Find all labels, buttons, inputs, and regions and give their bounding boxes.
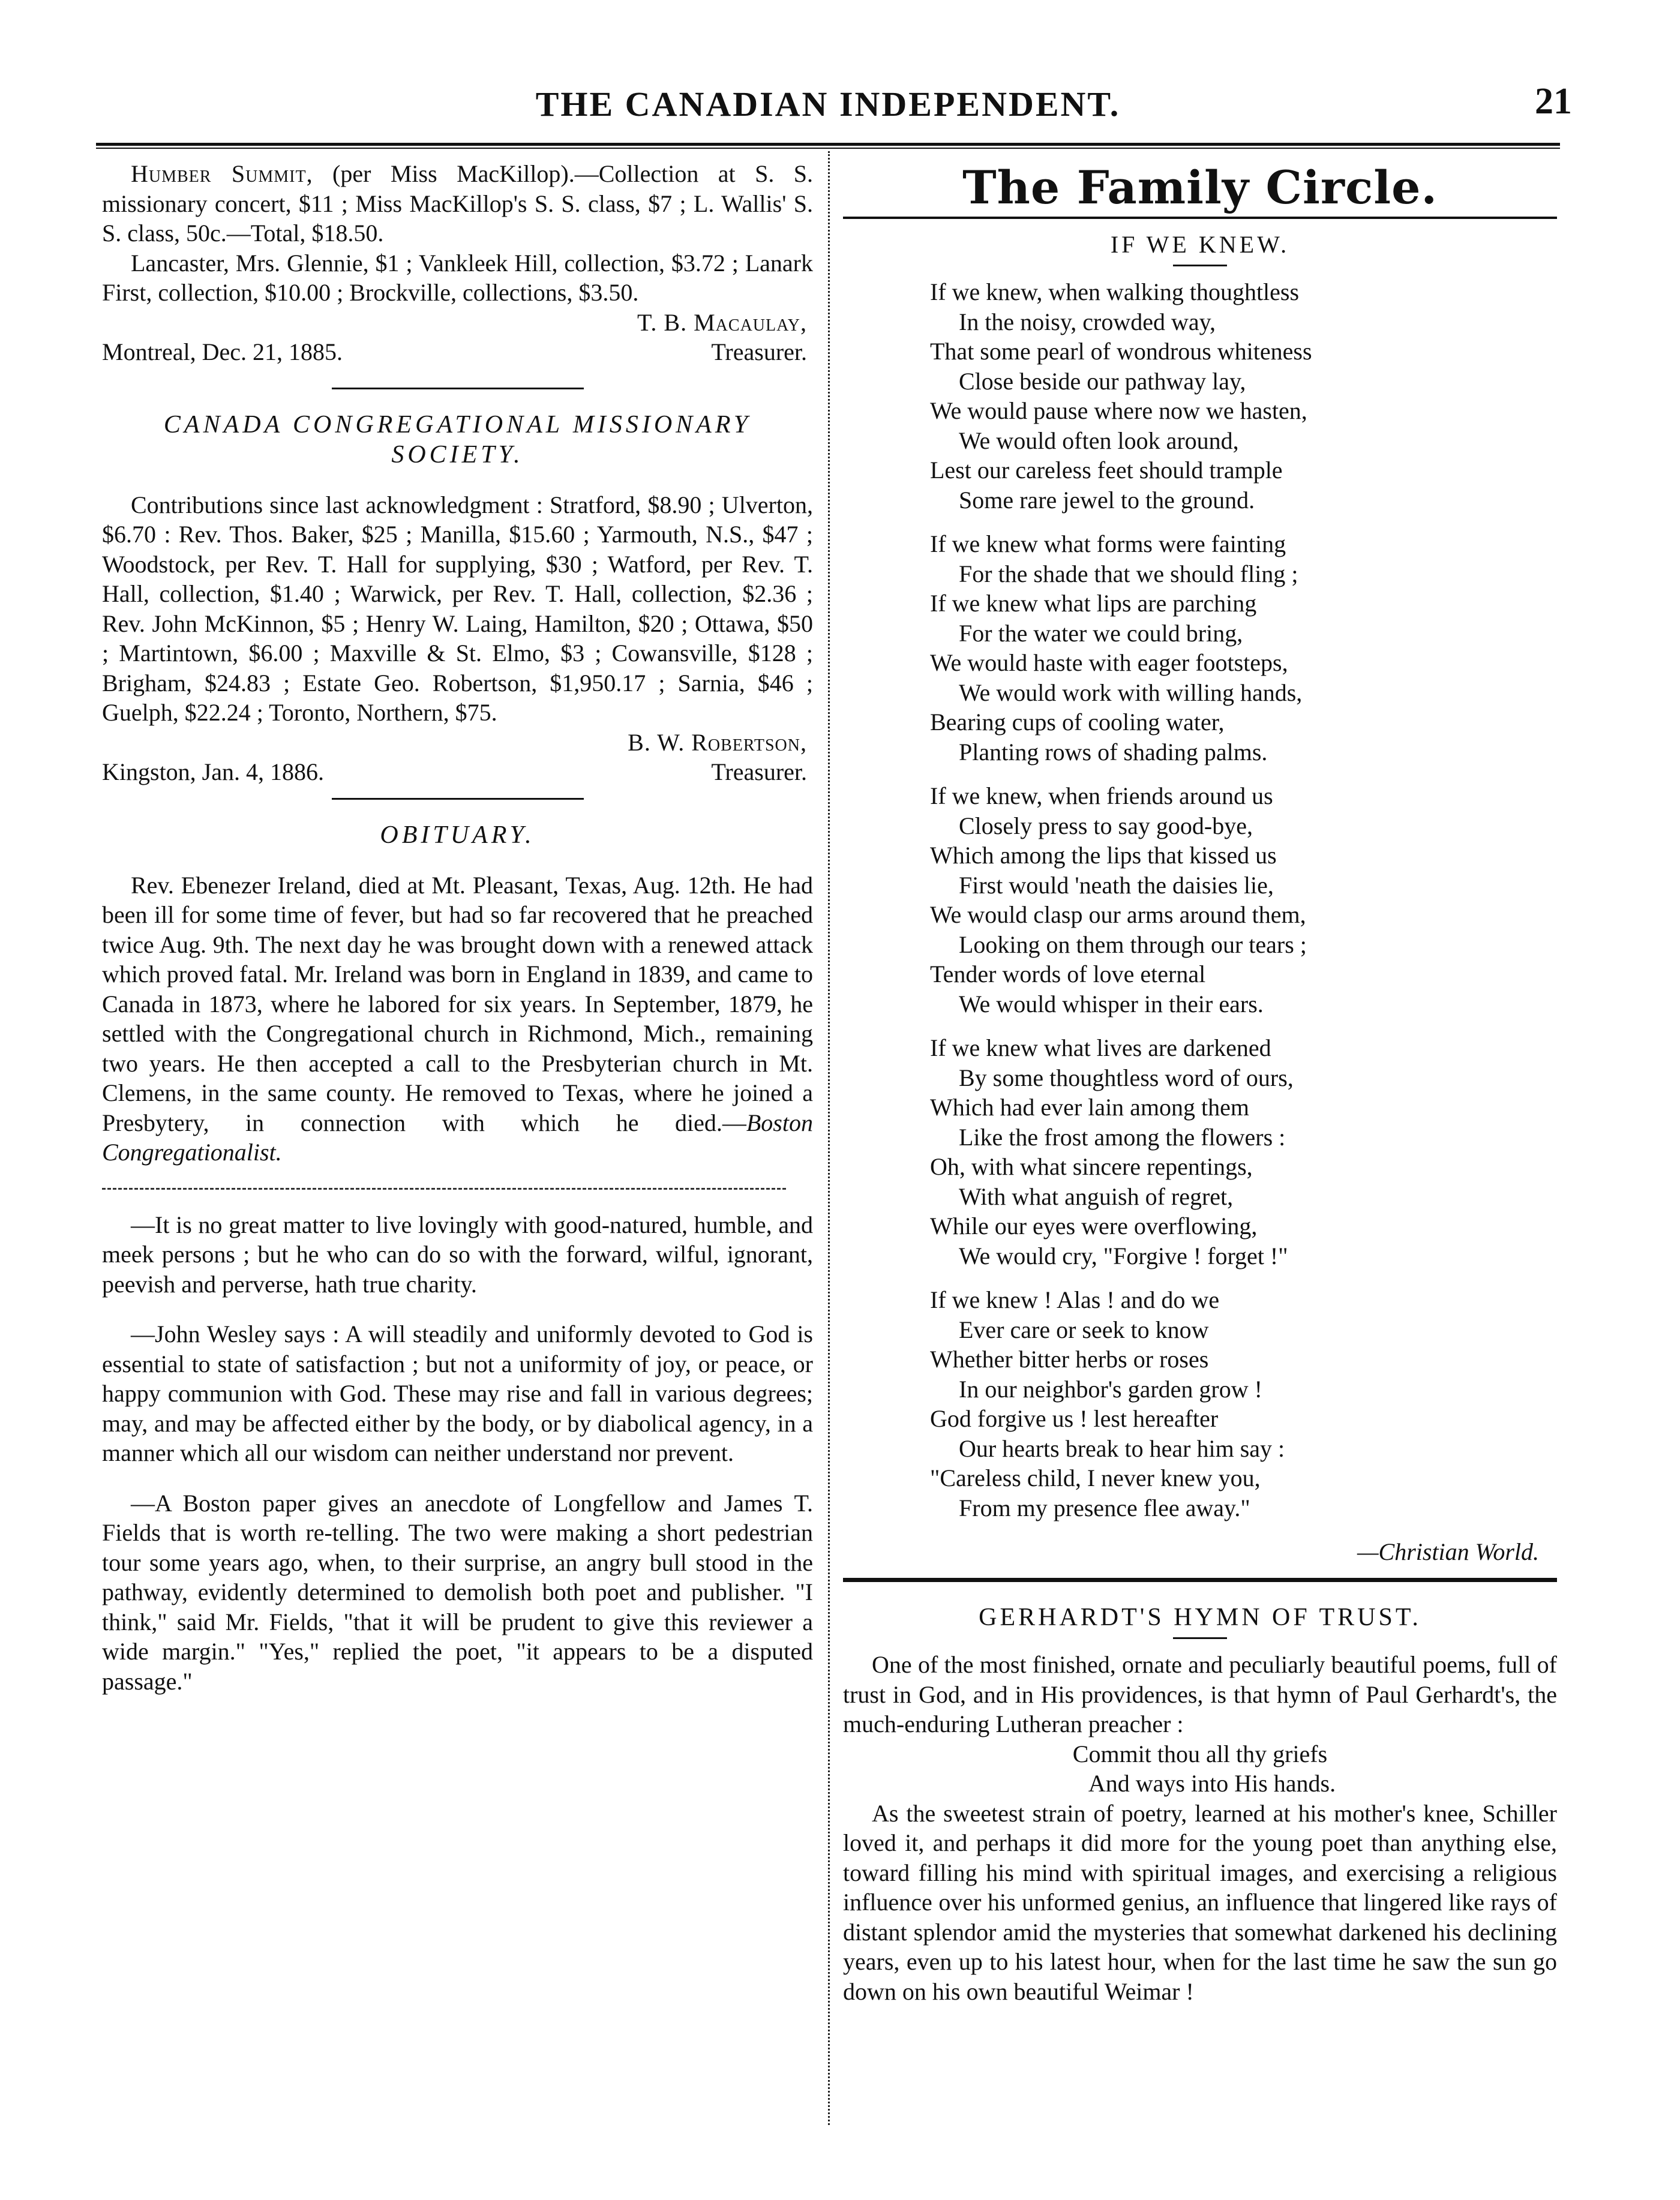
quote-line: Commit thou all thy griefs: [1072, 1740, 1328, 1767]
poem-line: For the water we could bring,: [959, 619, 1243, 647]
hymn-section-title: GERHARDT'S HYMN OF TRUST.: [979, 1604, 1421, 1631]
poem-line: We would pause where now we hasten,: [930, 397, 1307, 424]
right-column: [843, 159, 1557, 2006]
poem-line: Whether bitter herbs or roses: [930, 1346, 1209, 1373]
poem-line: We would haste with eager footsteps,: [930, 649, 1288, 676]
signature-title: Treasurer.: [711, 338, 807, 365]
poem-line: Like the frost among the flowers :: [959, 1123, 1286, 1151]
column-divider: [828, 151, 830, 2125]
family-circle-heading: The Family Circle.: [962, 161, 1438, 214]
humber-summit-entry: [102, 159, 813, 248]
poem-line: Ever care or seek to know: [959, 1316, 1209, 1343]
humber-summit-text: (per Miss MacKillop).—Collection at S. S. missionary concert, $11 ; Miss MacKillop's S. S. class, $7 ; L. Wallis' S. S. class, 50c.—Total, $18.50.: [102, 160, 813, 247]
poem-line: While our eyes were overflowing,: [930, 1212, 1258, 1239]
cms-contributions: Contributions since last acknowledgment : Stratford, $8.90 ; Ulverton, $6.70 : Rev. Thos. Baker, $25 ; Manilla, $15.60 ; Yarmouth, N.S., $47 ; Woodstock, per Rev. T. Hall for supplying, $30 ; Watford, per Rev. T. Hall, collection, $1.40 ; Warwick, per Rev. T. Hall, collection, $2.36 ; Rev. John McKinnon, $5 ; Henry W. Laing, Hamilton, $20 ; Ottawa, $50 ; Martintown, $6.00 ; Maxville & St. Elmo, $3 ; Cowansville, $128 ; Brigham, $24.83 ; Estate Geo. Robertson, $1,950.17 ; Sarnia, $46 ; Guelph, $22.24 ; Toronto, Northern, $75.: [102, 491, 813, 726]
signature-row-montreal: [102, 337, 813, 367]
charity-paragraph: —It is no great matter to live lovingly with good-natured, humble, and meek persons ; but he who can do so with the forward, wilful, ignorant, peevish and perverse, hath true charity.: [102, 1211, 813, 1298]
humber-summit-lead: Humber Summit,: [131, 160, 313, 187]
poem-line: Which among the lips that kissed us: [930, 842, 1277, 869]
obituary-source: Boston Congregationalist.: [102, 1109, 813, 1166]
poem-line: From my presence flee away.": [959, 1494, 1250, 1521]
poem-line: "Careless child, I never knew you,: [930, 1464, 1261, 1491]
poem-line: Our hearts break to hear him say :: [959, 1434, 1285, 1462]
lancaster-entry: Lancaster, Mrs. Glennie, $1 ; Vankleek Hill, collection, $3.72 ; Lanark First, collection, $10.00 ; Brockville, collections, $3.50.: [102, 249, 813, 306]
header-rule: [96, 143, 1560, 149]
poem-line: If we knew, when friends around us: [930, 782, 1273, 809]
poem-line: That some pearl of wondrous whiteness: [930, 338, 1312, 365]
poem-line: We would cry, "Forgive ! forget !": [959, 1242, 1288, 1269]
treasurer-name-macaulay: T. B. Macaulay,: [637, 308, 807, 336]
heavy-rule: [843, 1578, 1557, 1582]
signature-place-date: Montreal, Dec. 21, 1885.: [102, 338, 343, 365]
left-column: [102, 159, 813, 1696]
signature-place-date: Kingston, Jan. 4, 1886.: [102, 758, 324, 785]
hymn-body: As the sweetest strain of poetry, learned at his mother's knee, Schiller loved it, and perhaps it did more for the young poet than anything else, toward filling his mind with spiritual images, and exercising a religious influence over his unformed genius, an influence that lingered like rays of distant splendor amid the mysteries that somewhat darkened his declining years, even up to his latest hour, when for the last time he saw the sun go down on his own beautiful Weimar !: [843, 1799, 1557, 2005]
obituary-text: [102, 871, 813, 1167]
poem-line: With what anguish of regret,: [959, 1182, 1234, 1210]
hymn-quote: [843, 1739, 1557, 1799]
poem-line: If we knew what lives are darkened: [930, 1034, 1271, 1061]
poem-line: By some thoughtless word of ours,: [959, 1064, 1294, 1091]
poem-line: If we knew ! Alas ! and do we: [930, 1286, 1220, 1313]
poem-line: If we knew what forms were fainting: [930, 530, 1286, 557]
poem-line: If we knew what lips are parching: [930, 590, 1257, 617]
poem-line: God forgive us ! lest hereafter: [930, 1405, 1219, 1432]
poem-attribution: —Christian World.: [1357, 1538, 1539, 1565]
poem-stanza: [930, 781, 1557, 1019]
signature-title: Treasurer.: [711, 758, 807, 785]
poem-line: Close beside our pathway lay,: [959, 367, 1246, 395]
poem-line: Tender words of love eternal: [930, 961, 1206, 988]
poem-line: Looking on them through our tears ;: [959, 931, 1307, 958]
poem-stanza: [930, 277, 1557, 515]
treasurer-name-robertson: B. W. Robertson,: [628, 728, 807, 756]
poem-line: In the noisy, crowded way,: [959, 308, 1216, 335]
hymn-intro: One of the most finished, ornate and peculiarly beautiful poems, full of trust in God, and in His providences, is that hymn of Paul Gerhardt's, the much-enduring Lutheran preacher :: [843, 1651, 1557, 1737]
obituary-title: OBITUARY.: [380, 821, 535, 849]
poem-line: Which had ever lain among them: [930, 1094, 1250, 1121]
page-number: 21: [1535, 81, 1572, 122]
poem-line: For the shade that we should fling ;: [959, 560, 1298, 587]
poem-line: Lest our careless feet should trample: [930, 457, 1283, 484]
signature-row-kingston: [102, 757, 813, 787]
poem-line: We would often look around,: [959, 427, 1239, 454]
poem-stanza: [930, 1033, 1557, 1271]
poem-line: Planting rows of shading palms.: [959, 738, 1268, 766]
page-header: [96, 72, 1572, 132]
poem-line: We would clasp our arms around them,: [930, 901, 1306, 928]
poem-if-we-knew: [930, 277, 1557, 1523]
quote-line: And ways into His hands.: [1088, 1770, 1336, 1797]
cms-section-title: CANADA CONGREGATIONAL MISSIONARY SOCIETY.: [163, 410, 752, 469]
poem-stanza: [930, 1285, 1557, 1523]
poem-line: Closely press to say good-bye,: [959, 812, 1253, 839]
poem-line: We would whisper in their ears.: [959, 990, 1264, 1018]
poem-line: Some rare jewel to the ground.: [959, 486, 1255, 514]
poem-line: Bearing cups of cooling water,: [930, 709, 1225, 736]
longfellow-paragraph: —A Boston paper gives an anecdote of Longfellow and James T. Fields that is worth re-telling. The two were making a short pedestrian tour some years ago, when, to their surprise, an angry bull stood in the pathway, evidently determined to demolish both poet and publisher. "I think," said Mr. Fields, "that it will be prudent to give this reviewer a wide margin." "Yes," replied the poet, "it appears to be a disputed passage.": [102, 1489, 813, 1695]
running-title: THE CANADIAN INDEPENDENT.: [535, 85, 1121, 124]
poem-line: Oh, with what sincere repentings,: [930, 1153, 1253, 1180]
poem-line: First would 'neath the daisies lie,: [959, 871, 1274, 899]
obituary-body: Rev. Ebenezer Ireland, died at Mt. Pleasant, Texas, Aug. 12th. He had been ill for some time of fever, but had so far recovered that he preached twice Aug. 9th. The next day he was brought down with a renewed attack which proved fatal. Mr. Ireland was born in England in 1839, and came to Canada in 1873, where he labored for six years. In September, 1879, he settled with the Congregational church in Richmond, Mich., remaining two years. He then accepted a call to the Presbyterian church in Mt. Clemens, in the same county. He removed to Texas, where he joined a Presbytery, in connection with which he died.—: [102, 871, 813, 1136]
poem-title: IF WE KNEW.: [1110, 231, 1290, 258]
wesley-paragraph: —John Wesley says : A will steadily and uniformly devoted to God is essential to state of satisfaction ; but not a uniformity of joy, or peace, or happy communion with God. These may rise and fall in various degrees; may, and may be affected either by the body, or by diabolical agency, in a manner which all our wisdom can neither understand nor prevent.: [102, 1320, 813, 1466]
poem-line: We would work with willing hands,: [959, 679, 1303, 706]
poem-line: If we knew, when walking thoughtless: [930, 278, 1300, 305]
poem-stanza: [930, 529, 1557, 767]
poem-line: In our neighbor's garden grow !: [959, 1375, 1262, 1403]
